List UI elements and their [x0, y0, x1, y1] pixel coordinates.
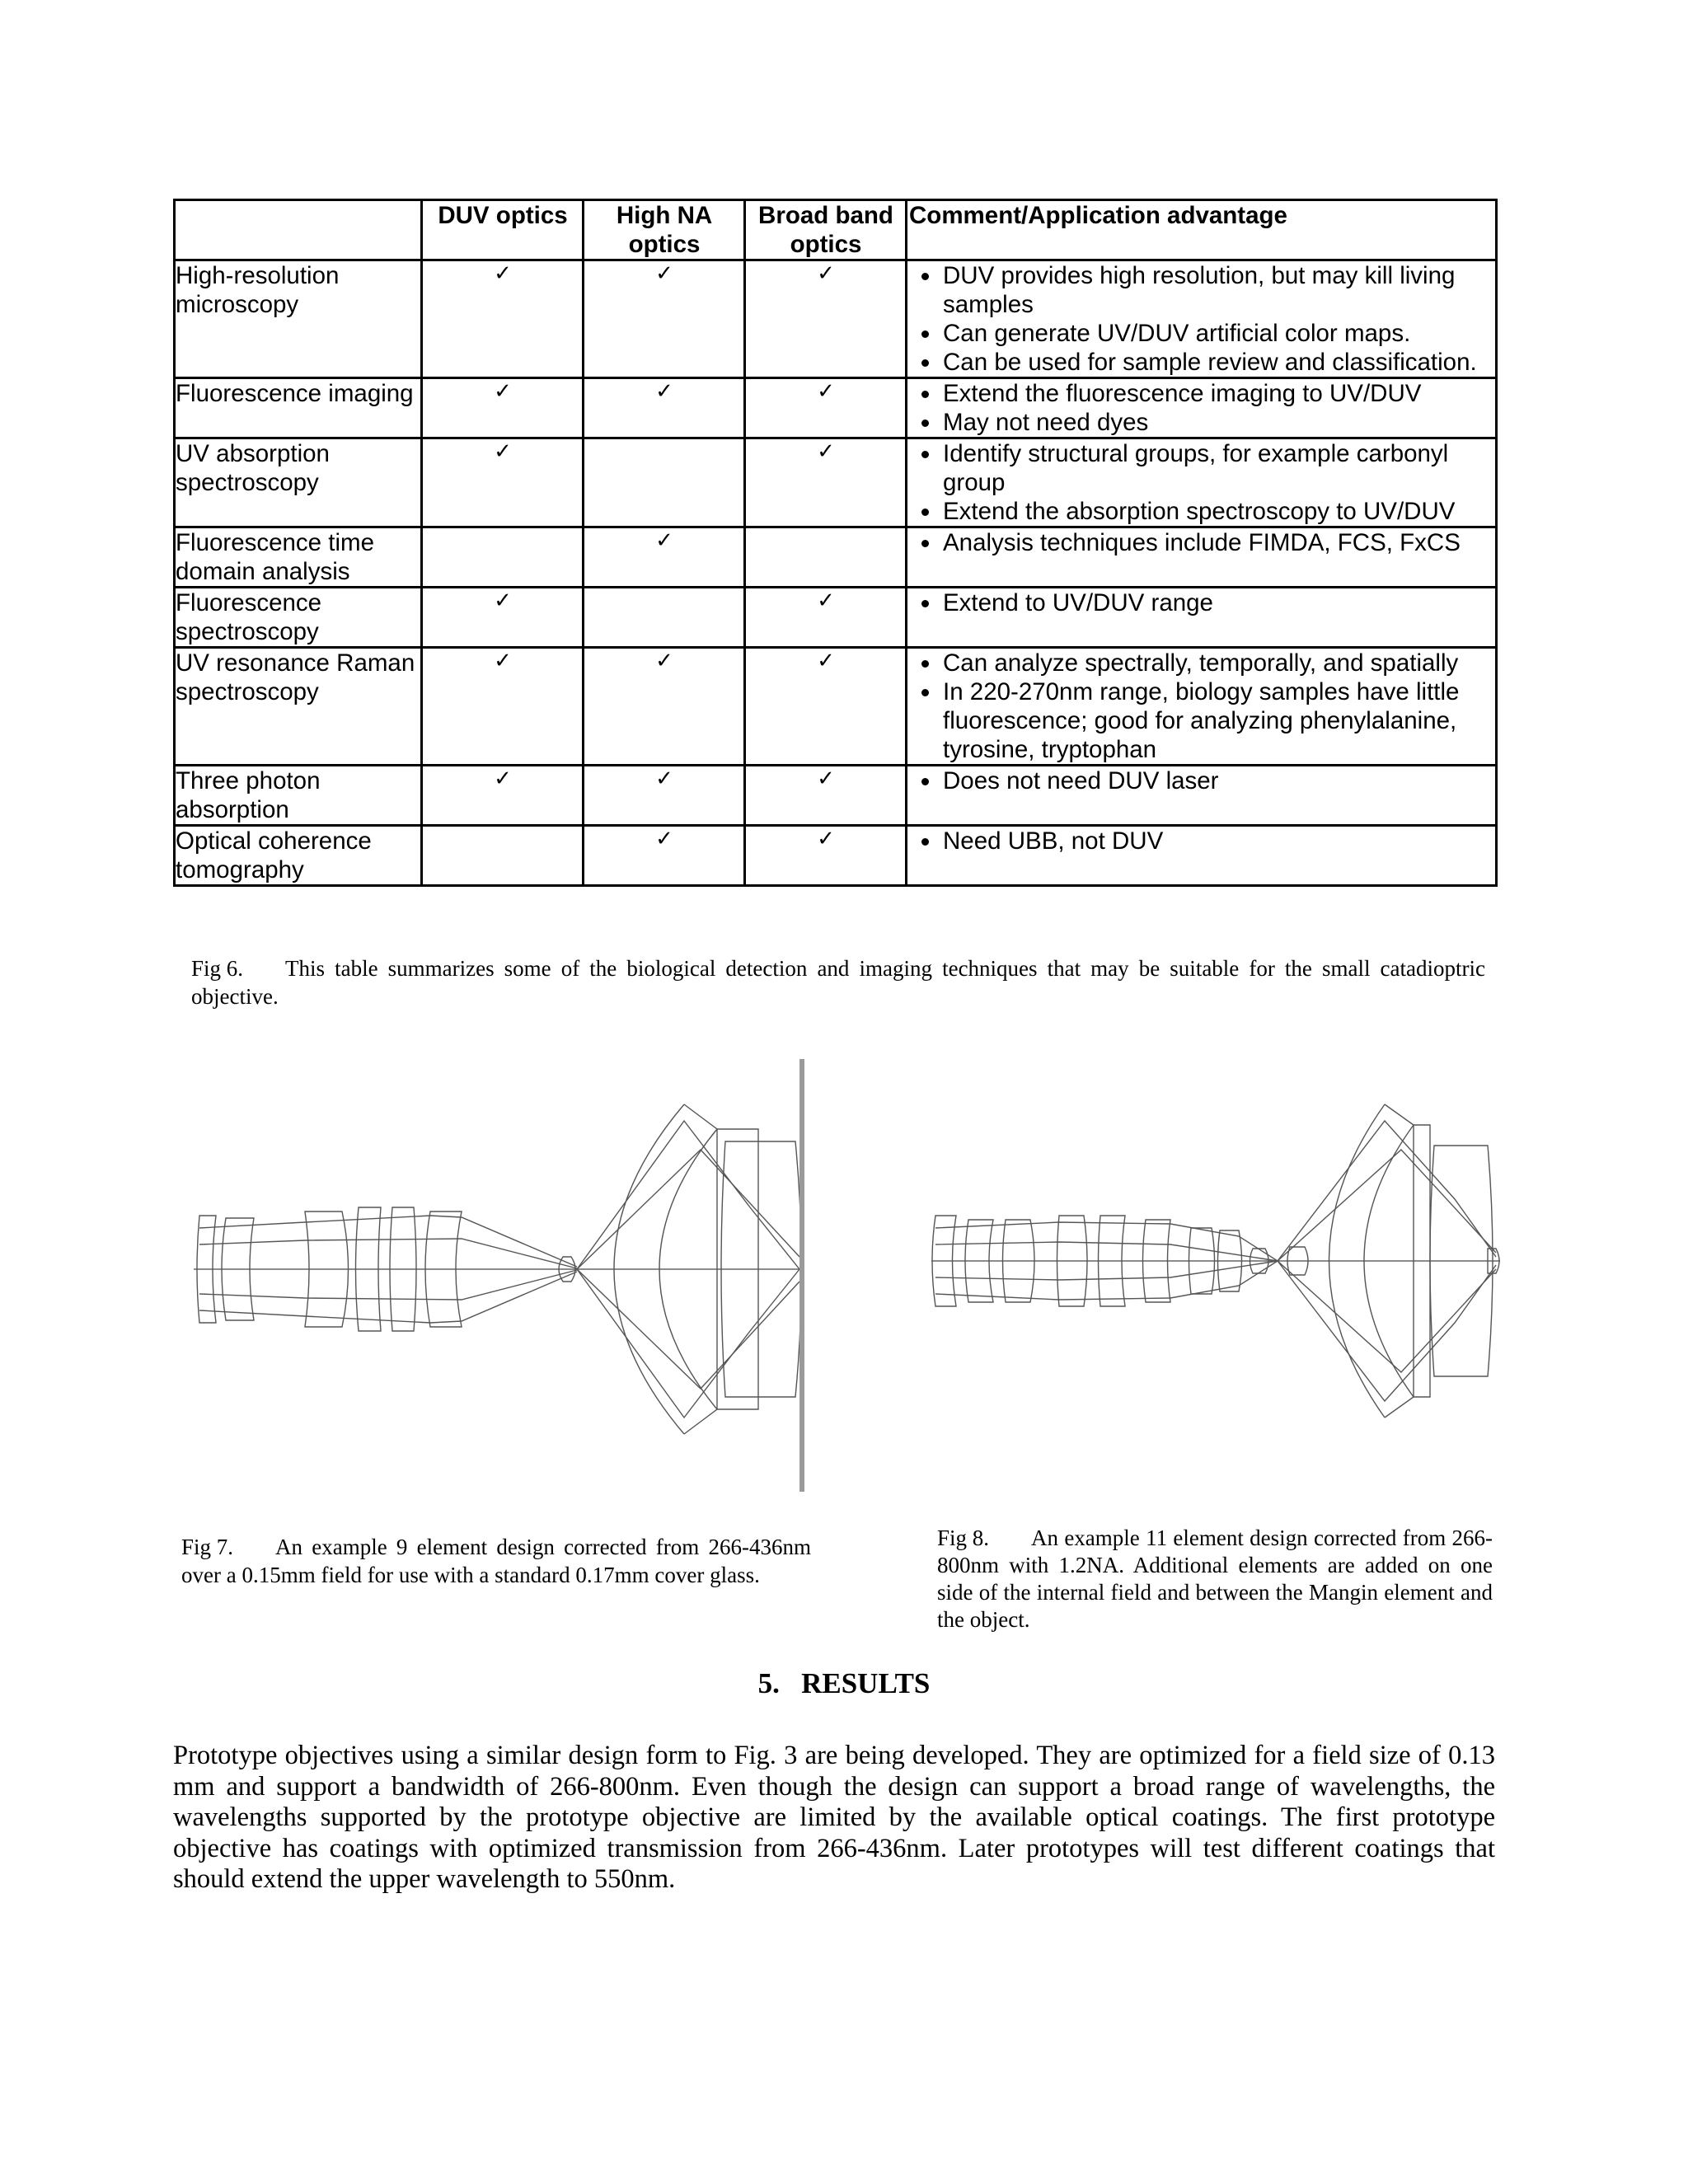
comment-bullet: Extend the fluorescence imaging to UV/DUV [943, 379, 1495, 408]
table-row [175, 826, 1497, 886]
comment-list [908, 588, 1495, 617]
fig8-label: Fig 8. [937, 1526, 990, 1550]
comment-cell [907, 438, 1497, 527]
broadband-check-cell [745, 648, 907, 766]
broadband-check-cell [745, 826, 907, 886]
technique-cell: Three photon absorption [175, 766, 422, 826]
checkmark-icon: ✓ [817, 588, 835, 613]
comment-list [908, 766, 1495, 795]
table-row [175, 260, 1497, 378]
technique-cell: Fluorescence spectroscopy [175, 588, 422, 648]
broadband-check-cell [745, 438, 907, 527]
highna-check-cell [584, 588, 745, 648]
checkmark-icon: ✓ [655, 766, 673, 791]
checkmark-icon: ✓ [655, 261, 673, 286]
comment-list [908, 439, 1495, 526]
comment-cell [907, 766, 1497, 826]
highna-check-cell [584, 527, 745, 588]
comment-bullet: Extend the absorption spectroscopy to UV/DUV [943, 497, 1495, 526]
checkmark-icon: ✓ [494, 439, 512, 464]
checkmark-icon: ✓ [655, 528, 673, 553]
checkmark-icon: ✓ [817, 649, 835, 673]
duv-check-cell [422, 378, 584, 438]
comment-bullet: Can analyze spectrally, temporally, and spatially [943, 649, 1495, 677]
duv-check-cell [422, 766, 584, 826]
duv-check-cell [422, 648, 584, 766]
fig7-caption [181, 1533, 811, 1589]
checkmark-icon: ✓ [817, 827, 835, 851]
comment-cell [907, 826, 1497, 886]
comment-cell [907, 527, 1497, 588]
highna-check-cell [584, 648, 745, 766]
fig7-label: Fig 7. [181, 1535, 234, 1559]
header-comment: Comment/Application advantage [907, 200, 1497, 260]
highna-check-cell [584, 766, 745, 826]
checkmark-icon: ✓ [655, 649, 673, 673]
header-technique [175, 200, 422, 260]
checkmark-icon: ✓ [817, 261, 835, 286]
table-row [175, 648, 1497, 766]
fig8-caption [937, 1525, 1493, 1633]
table-body [175, 260, 1497, 886]
comment-list [908, 379, 1495, 437]
comment-bullet: In 220-270nm range, biology samples have little fluorescence; good for analyzing phenylalanine, tyrosine, tryptophan [943, 677, 1495, 764]
checkmark-icon: ✓ [655, 379, 673, 404]
highna-check-cell [584, 260, 745, 378]
checkmark-icon: ✓ [655, 827, 673, 851]
table-row [175, 378, 1497, 438]
table-header-row [175, 200, 1497, 260]
table-row [175, 527, 1497, 588]
fig7-lens-diagram [190, 1059, 808, 1496]
technique-cell: Fluorescence time domain analysis [175, 527, 422, 588]
fig8-text: An example 11 element design corrected from 266-800nm with 1.2NA. Additional elements are added on one side of the internal field and between the Mangin element and the object. [937, 1526, 1493, 1632]
technique-cell: UV absorption spectroscopy [175, 438, 422, 527]
comment-cell [907, 378, 1497, 438]
checkmark-icon: ✓ [817, 766, 835, 791]
checkmark-icon: ✓ [494, 766, 512, 791]
technique-cell: Optical coherence tomography [175, 826, 422, 886]
comment-bullet: Identify structural groups, for example carbonyl group [943, 439, 1495, 497]
technique-cell: Fluorescence imaging [175, 378, 422, 438]
comment-bullet: May not need dyes [943, 408, 1495, 437]
table-row [175, 438, 1497, 527]
fig7-text: An example 9 element design corrected from 266-436nm over a 0.15mm field for use with a standard 0.17mm cover glass. [181, 1535, 811, 1587]
duv-check-cell [422, 826, 584, 886]
header-broad-band-optics: Broad band optics [745, 200, 907, 260]
fig6-text: This table summarizes some of the biological detection and imaging techniques that may be suitable for the small catadioptric objective. [191, 956, 1485, 1009]
broadband-check-cell [745, 766, 907, 826]
comment-bullet: Need UBB, not DUV [943, 827, 1495, 855]
table-row [175, 588, 1497, 648]
fig6-label: Fig 6. [191, 956, 244, 981]
comment-list [908, 528, 1495, 557]
technique-cell: High-resolution microscopy [175, 260, 422, 378]
checkmark-icon: ✓ [817, 379, 835, 404]
checkmark-icon: ✓ [494, 379, 512, 404]
checkmark-icon: ✓ [494, 588, 512, 613]
highna-check-cell [584, 826, 745, 886]
comment-bullet: Can be used for sample review and classification. [943, 348, 1495, 377]
broadband-check-cell [745, 260, 907, 378]
duv-check-cell [422, 438, 584, 527]
duv-check-cell [422, 260, 584, 378]
comment-cell [907, 260, 1497, 378]
header-high-na-optics: High NA optics [584, 200, 745, 260]
fig8-lens-diagram [927, 1100, 1504, 1438]
section-heading: 5. RESULTS [757, 1667, 931, 1699]
checkmark-icon: ✓ [494, 649, 512, 673]
table-row [175, 766, 1497, 826]
highna-check-cell [584, 438, 745, 527]
highna-check-cell [584, 378, 745, 438]
duv-check-cell [422, 588, 584, 648]
results-paragraph: Prototype objectives using a similar design form to Fig. 3 are being developed. They are optimized for a field size of 0.13 mm and support a bandwidth of 266-800nm. Even though the design can support a broad range of wavelengths, the wavelengths supported by the prototype objective are limited by the available optical coatings. The first prototype objective has coatings with optimized transmission from 266-436nm. Later prototypes will test different coatings that should extend the upper wavelength to 550nm. [173, 1741, 1495, 1894]
techniques-table [173, 199, 1498, 887]
duv-check-cell [422, 527, 584, 588]
broadband-check-cell [745, 588, 907, 648]
comment-bullet: Analysis techniques include FIMDA, FCS, FxCS [943, 528, 1495, 557]
comment-bullet: DUV provides high resolution, but may kill living samples [943, 261, 1495, 319]
comment-list [908, 827, 1495, 855]
comment-cell [907, 588, 1497, 648]
technique-cell: UV resonance Raman spectroscopy [175, 648, 422, 766]
checkmark-icon: ✓ [494, 261, 512, 286]
broadband-check-cell [745, 527, 907, 588]
comment-bullet: Does not need DUV laser [943, 766, 1495, 795]
checkmark-icon: ✓ [817, 439, 835, 464]
broadband-check-cell [745, 378, 907, 438]
fig6-caption [191, 954, 1485, 1010]
comment-cell [907, 648, 1497, 766]
comment-bullet: Extend to UV/DUV range [943, 588, 1495, 617]
comment-bullet: Can generate UV/DUV artificial color maps. [943, 319, 1495, 348]
comment-list [908, 649, 1495, 764]
header-duv-optics: DUV optics [422, 200, 584, 260]
comment-list [908, 261, 1495, 377]
